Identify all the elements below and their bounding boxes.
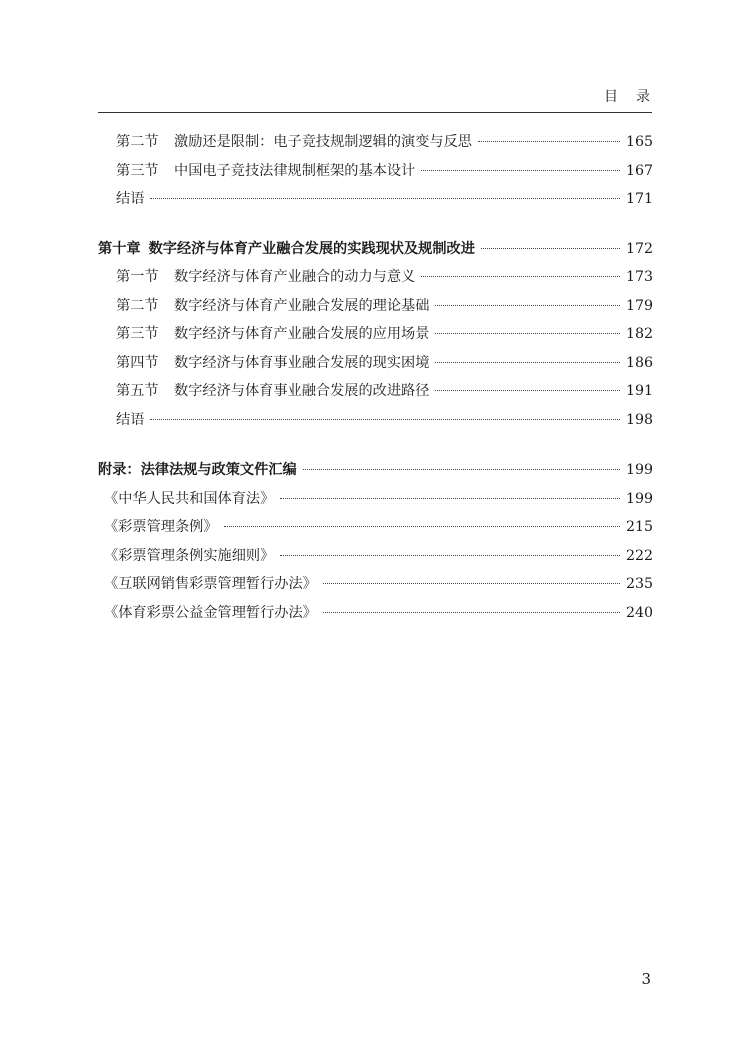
table-of-contents	[98, 131, 652, 630]
dot-leader	[481, 248, 620, 249]
toc-entry[interactable]	[98, 323, 652, 352]
spacer	[98, 437, 652, 459]
page-number: 173	[626, 269, 654, 285]
page-number: 167	[626, 162, 654, 179]
entry-title: 《彩票管理条例实施细则》	[104, 547, 275, 564]
page-number: 222	[626, 547, 654, 564]
entry-title: 《体育彩票公益金管理暂行办法》	[104, 604, 317, 621]
running-header	[98, 86, 668, 113]
dot-leader	[421, 276, 620, 277]
page-number: 171	[626, 191, 654, 207]
entry-title: 《中华人民共和国体育法》	[104, 490, 275, 507]
page-number: 199	[626, 490, 654, 507]
entry-title: 结语	[116, 191, 145, 207]
page-number: 199	[626, 462, 654, 478]
dot-leader	[421, 170, 620, 171]
section-number: 第五节	[116, 383, 159, 399]
section-number: 第四节	[116, 354, 159, 371]
section-number: 第二节	[116, 297, 159, 314]
entry-title: 数字经济与体育事业融合发展的现实困境	[174, 354, 430, 371]
dot-leader	[280, 555, 620, 556]
section-number: 第三节	[116, 162, 159, 179]
dot-leader	[323, 583, 620, 584]
toc-chapter-entry[interactable]	[98, 238, 652, 267]
page-number: 182	[626, 326, 654, 342]
toc-entry[interactable]	[98, 380, 652, 409]
toc-entry[interactable]	[98, 409, 652, 438]
dot-leader	[150, 419, 620, 420]
toc-entry[interactable]	[98, 602, 652, 631]
dot-leader	[435, 305, 620, 306]
entry-title: 《彩票管理条例》	[104, 519, 218, 535]
toc-entry[interactable]	[98, 160, 652, 189]
entry-title: 结语	[116, 411, 145, 428]
toc-entry[interactable]	[98, 352, 652, 381]
entry-title: 数字经济与体育产业融合发展的理论基础	[174, 297, 430, 314]
page-folio: 3	[641, 970, 651, 988]
dot-leader	[435, 362, 620, 363]
section-number: 第一节	[116, 269, 159, 285]
dot-leader	[435, 390, 620, 391]
dot-leader	[478, 141, 620, 142]
entry-title: 数字经济与体育事业融合发展的改进路径	[174, 383, 430, 399]
section-number: 第二节	[116, 134, 159, 150]
toc-entry[interactable]	[98, 266, 652, 295]
entry-title: 数字经济与体育产业融合的动力与意义	[174, 269, 416, 285]
dot-leader	[323, 612, 620, 613]
page-number: 165	[626, 134, 654, 150]
toc-entry[interactable]	[98, 545, 652, 574]
spacer	[98, 217, 652, 238]
chapter-title: 数字经济与体育产业融合发展的实践现状及规制改进	[148, 240, 475, 257]
dot-leader	[435, 333, 620, 334]
dot-leader	[280, 498, 620, 499]
dot-leader	[224, 526, 620, 527]
toc-entry[interactable]	[98, 131, 652, 160]
page-number: 191	[626, 383, 654, 399]
entry-title: 数字经济与体育产业融合发展的应用场景	[174, 326, 430, 342]
page-number: 186	[626, 354, 654, 371]
header-title: 目录	[604, 89, 668, 105]
page-number: 240	[626, 604, 654, 621]
toc-appendix-entry[interactable]	[98, 459, 652, 488]
page-number: 215	[626, 519, 654, 535]
entry-title: 《互联网销售彩票管理暂行办法》	[104, 576, 317, 592]
entry-title: 中国电子竞技法律规制框架的基本设计	[174, 162, 416, 179]
page-number: 172	[626, 240, 654, 257]
toc-entry[interactable]	[98, 295, 652, 324]
appendix-title: 附录：法律法规与政策文件汇编	[98, 462, 297, 478]
entry-title: 激励还是限制：电子竞技规制逻辑的演变与反思	[174, 134, 472, 150]
dot-leader	[303, 469, 620, 470]
section-number: 第三节	[116, 326, 159, 342]
toc-entry[interactable]	[98, 488, 652, 517]
page-number: 179	[626, 297, 654, 314]
toc-entry[interactable]	[98, 188, 652, 217]
page-number: 235	[626, 576, 654, 592]
chapter-number: 第十章	[98, 240, 141, 257]
page-number: 198	[626, 411, 654, 428]
toc-entry[interactable]	[98, 516, 652, 545]
toc-entry[interactable]	[98, 573, 652, 602]
dot-leader	[150, 198, 620, 199]
